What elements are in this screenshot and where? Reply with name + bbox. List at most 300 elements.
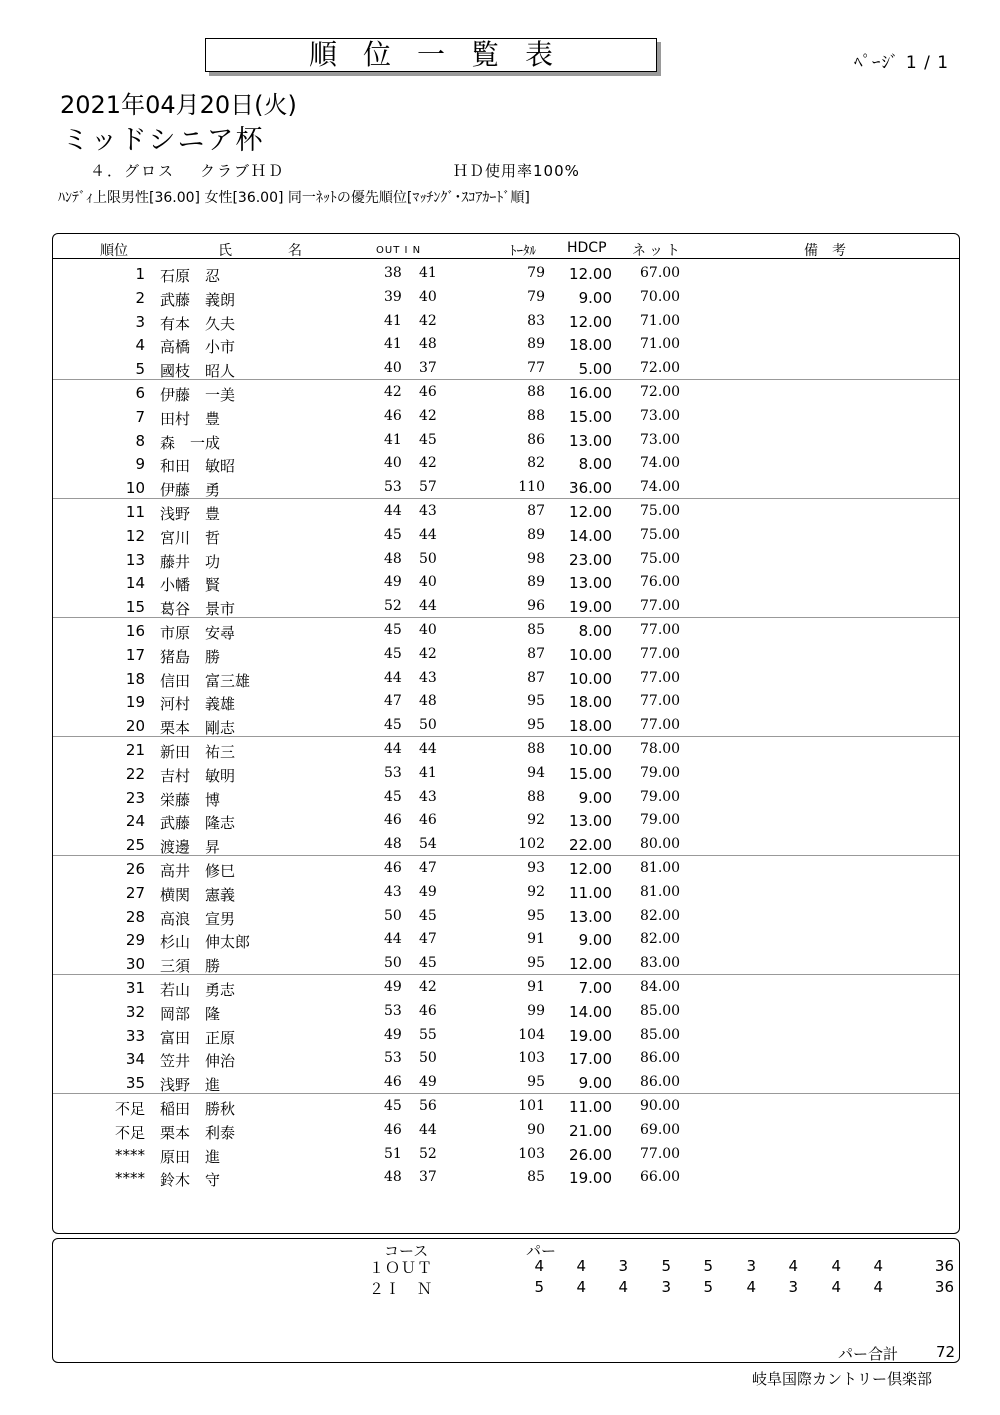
net-score-cell: 71.00 <box>640 336 681 353</box>
net-score-cell: 75.00 <box>640 550 681 567</box>
hdcp-cell: 18.00 <box>569 336 612 355</box>
out-score-cell: 41 <box>384 336 402 353</box>
table-row <box>0 1000 1000 1024</box>
net-score-cell: 77.00 <box>640 669 681 686</box>
net-score-cell: 73.00 <box>640 431 681 448</box>
course-label: コース <box>384 1242 429 1260</box>
name-cell: 宮川 哲 <box>160 528 221 547</box>
in-score-cell: 37 <box>419 360 437 377</box>
name-cell: 信田 富三雄 <box>160 671 251 690</box>
rank-cell: 25 <box>125 836 145 855</box>
rank-cell: 10 <box>125 479 145 498</box>
table-row <box>0 809 1000 833</box>
hole-par: 4 <box>618 1278 628 1296</box>
name-cell: 三須 勝 <box>160 957 221 976</box>
name-cell: 笠井 伸治 <box>160 1052 236 1071</box>
table-row <box>0 881 1000 905</box>
table-row <box>0 905 1000 929</box>
name-cell: 武藤 義朗 <box>160 290 236 309</box>
out-score-cell: 50 <box>384 955 402 972</box>
hole-par: 4 <box>873 1257 883 1275</box>
col-name-b: 名 <box>288 243 302 259</box>
total-score-cell: 95 <box>527 1074 545 1091</box>
course-name: ２Ｉ Ｎ <box>369 1280 434 1298</box>
out-score-cell: 46 <box>384 812 402 829</box>
name-cell: 横関 憲義 <box>160 885 236 904</box>
in-score-cell: 46 <box>419 384 437 400</box>
net-score-cell: 90.00 <box>640 1098 681 1114</box>
rank-cell: **** <box>115 1169 145 1188</box>
name-cell: 高浪 宣男 <box>160 909 236 928</box>
out-score-cell: 46 <box>384 407 402 424</box>
hdcp-cell: 13.00 <box>569 574 612 593</box>
name-cell: 栗本 剛志 <box>160 719 236 738</box>
hdcp-cell: 9.00 <box>578 931 612 950</box>
table-row <box>0 1071 1000 1095</box>
name-cell: 河村 義雄 <box>160 695 236 714</box>
name-cell: 栄藤 博 <box>160 790 221 809</box>
in-score-cell: 40 <box>419 622 437 638</box>
in-score-cell: 40 <box>419 288 437 305</box>
hdcp-cell: 13.00 <box>569 431 612 450</box>
out-score-cell: 47 <box>384 693 402 710</box>
net-score-cell: 81.00 <box>640 860 681 876</box>
name-cell: 岡部 隆 <box>160 1004 221 1023</box>
group-divider <box>53 736 959 737</box>
in-score-cell: 50 <box>419 550 437 567</box>
total-score-cell: 91 <box>527 931 545 948</box>
hdcp-cell: 22.00 <box>569 836 612 855</box>
table-row <box>0 1166 1000 1190</box>
in-score-cell: 48 <box>419 336 437 353</box>
table-row <box>0 619 1000 643</box>
net-score-cell: 85.00 <box>640 1026 681 1043</box>
net-score-cell: 75.00 <box>640 503 681 519</box>
table-row <box>0 1047 1000 1071</box>
table-row <box>0 595 1000 619</box>
total-score-cell: 88 <box>527 407 545 424</box>
total-score-cell: 85 <box>527 1169 545 1186</box>
rank-cell: 4 <box>135 336 145 355</box>
total-score-cell: 89 <box>527 526 545 543</box>
hole-par: 5 <box>661 1257 671 1275</box>
total-score-cell: 103 <box>518 1145 545 1162</box>
net-score-cell: 86.00 <box>640 1074 681 1091</box>
hdcp-cell: 11.00 <box>569 1098 612 1116</box>
rank-cell: 27 <box>125 883 145 902</box>
total-score-cell: 95 <box>527 907 545 924</box>
out-score-cell: 48 <box>384 550 402 567</box>
hdcp-cell: 15.00 <box>569 407 612 426</box>
out-score-cell: 45 <box>384 645 402 662</box>
out-score-cell: 45 <box>384 622 402 638</box>
hdcp-cell: 9.00 <box>578 288 612 307</box>
name-cell: 栗本 利泰 <box>160 1123 236 1142</box>
table-row <box>0 286 1000 310</box>
in-score-cell: 41 <box>419 764 437 781</box>
in-score-cell: 48 <box>419 693 437 710</box>
hdcp-cell: 18.00 <box>569 693 612 712</box>
total-score-cell: 88 <box>527 384 545 400</box>
hdcp-cell: 14.00 <box>569 526 612 545</box>
net-score-cell: 77.00 <box>640 1145 681 1162</box>
in-score-cell: 45 <box>419 431 437 448</box>
out-score-cell: 53 <box>384 1002 402 1019</box>
net-score-cell: 84.00 <box>640 979 681 995</box>
out-score-cell: 52 <box>384 598 402 615</box>
table-row <box>0 571 1000 595</box>
hdcp-cell: 10.00 <box>569 741 612 759</box>
net-score-cell: 70.00 <box>640 288 681 305</box>
hdcp-cell: 9.00 <box>578 1074 612 1093</box>
group-divider <box>53 379 959 380</box>
hole-par: 4 <box>873 1278 883 1296</box>
page-title: 順位一覧表 <box>205 38 657 72</box>
hole-par: 3 <box>746 1257 756 1275</box>
net-score-cell: 77.00 <box>640 622 681 638</box>
table-row <box>0 786 1000 810</box>
hdcp-cell: 23.00 <box>569 550 612 569</box>
out-score-cell: 43 <box>384 883 402 900</box>
table-row <box>0 1024 1000 1048</box>
in-score-cell: 41 <box>419 265 437 281</box>
in-score-cell: 40 <box>419 574 437 591</box>
hdcp-cell: 7.00 <box>578 979 612 997</box>
out-score-cell: 53 <box>384 479 402 496</box>
rank-cell: 5 <box>135 360 145 379</box>
name-cell: 富田 正原 <box>160 1028 236 1047</box>
net-score-cell: 77.00 <box>640 645 681 662</box>
name-cell: 吉村 敏明 <box>160 766 236 785</box>
hole-par: 5 <box>703 1278 713 1296</box>
net-score-cell: 73.00 <box>640 407 681 424</box>
hole-par: 4 <box>534 1257 544 1275</box>
rank-cell: 12 <box>125 526 145 545</box>
net-score-cell: 79.00 <box>640 764 681 781</box>
hole-par: 5 <box>534 1278 544 1296</box>
rank-cell: 32 <box>125 1002 145 1021</box>
rank-cell: 1 <box>135 265 145 283</box>
in-score-cell: 43 <box>419 788 437 805</box>
table-row <box>0 1095 1000 1119</box>
in-score-cell: 49 <box>419 883 437 900</box>
total-score-cell: 98 <box>527 550 545 567</box>
name-cell: 高井 修巳 <box>160 862 236 880</box>
in-score-cell: 49 <box>419 1074 437 1091</box>
table-row <box>0 667 1000 691</box>
total-score-cell: 87 <box>527 645 545 662</box>
in-score-cell: 43 <box>419 669 437 686</box>
total-score-cell: 96 <box>527 598 545 615</box>
hole-par: 4 <box>746 1278 756 1296</box>
table-row <box>0 928 1000 952</box>
out-score-cell: 49 <box>384 1026 402 1043</box>
col-name-a: 氏 <box>218 243 232 259</box>
total-score-cell: 88 <box>527 741 545 757</box>
in-score-cell: 42 <box>419 979 437 995</box>
table-row <box>0 333 1000 357</box>
net-score-cell: 77.00 <box>640 598 681 615</box>
par-label: パー <box>526 1242 557 1260</box>
rank-cell: 不足 <box>114 1123 145 1142</box>
hdcp-cell: 12.00 <box>569 860 612 878</box>
out-score-cell: 51 <box>384 1145 402 1162</box>
rank-cell: 23 <box>125 788 145 807</box>
name-cell: 小幡 賢 <box>160 576 221 595</box>
hdcp-cell: 8.00 <box>578 455 612 474</box>
name-cell: 藤井 功 <box>160 552 221 571</box>
out-score-cell: 41 <box>384 431 402 448</box>
net-score-cell: 85.00 <box>640 1002 681 1019</box>
rank-cell: 31 <box>125 979 145 997</box>
in-score-cell: 46 <box>419 812 437 829</box>
in-score-cell: 42 <box>419 407 437 424</box>
name-cell: 葛谷 景市 <box>160 600 236 619</box>
total-score-cell: 79 <box>527 265 545 281</box>
out-score-cell: 44 <box>384 503 402 519</box>
name-cell: 高橋 小市 <box>160 338 236 357</box>
table-row <box>0 500 1000 524</box>
total-score-cell: 88 <box>527 788 545 805</box>
net-score-cell: 75.00 <box>640 526 681 543</box>
header-divider <box>53 258 959 259</box>
table-row <box>0 643 1000 667</box>
table-row <box>0 762 1000 786</box>
hole-par: 3 <box>618 1257 628 1275</box>
hdcp-cell: 10.00 <box>569 645 612 664</box>
rank-cell: 21 <box>125 741 145 759</box>
table-row <box>0 952 1000 976</box>
in-score-cell: 50 <box>419 717 437 734</box>
net-score-cell: 79.00 <box>640 788 681 805</box>
in-score-cell: 54 <box>419 836 437 853</box>
table-row <box>0 833 1000 857</box>
total-score-cell: 82 <box>527 455 545 472</box>
course-par-total: 36 <box>934 1257 954 1275</box>
in-score-cell: 42 <box>419 455 437 472</box>
table-row <box>0 714 1000 738</box>
in-score-cell: 43 <box>419 503 437 519</box>
net-score-cell: 80.00 <box>640 836 681 853</box>
hdcp-cell: 5.00 <box>578 360 612 379</box>
hdcp-cell: 19.00 <box>569 1169 612 1188</box>
out-score-cell: 49 <box>384 574 402 591</box>
hdcp-cell: 19.00 <box>569 598 612 617</box>
total-score-cell: 83 <box>527 312 545 329</box>
rank-cell: 13 <box>125 550 145 569</box>
rank-cell: 28 <box>125 907 145 926</box>
in-score-cell: 45 <box>419 907 437 924</box>
total-score-cell: 110 <box>518 479 545 496</box>
in-score-cell: 37 <box>419 1169 437 1186</box>
name-cell: 國枝 昭人 <box>160 362 236 381</box>
total-score-cell: 101 <box>518 1098 545 1114</box>
out-score-cell: 45 <box>384 717 402 734</box>
total-score-cell: 92 <box>527 812 545 829</box>
table-row <box>0 1143 1000 1167</box>
table-row <box>0 857 1000 881</box>
total-score-cell: 87 <box>527 503 545 519</box>
group-divider <box>53 855 959 856</box>
name-cell: 猪島 勝 <box>160 647 221 666</box>
event-date: 2021年04月20日(火) <box>60 91 297 119</box>
col-remarks: 備 考 <box>804 243 846 259</box>
net-score-cell: 86.00 <box>640 1050 681 1067</box>
rank-cell: 33 <box>125 1026 145 1045</box>
out-score-cell: 45 <box>384 1098 402 1114</box>
rank-cell: 30 <box>125 955 145 974</box>
total-score-cell: 95 <box>527 693 545 710</box>
hole-par: 4 <box>788 1257 798 1275</box>
rank-cell: 35 <box>125 1074 145 1093</box>
total-score-cell: 92 <box>527 883 545 900</box>
rank-cell: 2 <box>135 288 145 307</box>
hole-par: 3 <box>661 1278 671 1296</box>
group-divider <box>53 617 959 618</box>
col-total: ﾄｰﾀﾙ <box>510 244 536 259</box>
net-score-cell: 83.00 <box>640 955 681 972</box>
table-row <box>0 429 1000 453</box>
out-score-cell: 40 <box>384 455 402 472</box>
net-score-cell: 67.00 <box>640 265 681 281</box>
table-row <box>0 524 1000 548</box>
hdcp-cell: 15.00 <box>569 764 612 783</box>
out-score-cell: 50 <box>384 907 402 924</box>
hdcp-cell: 9.00 <box>578 788 612 807</box>
total-score-cell: 91 <box>527 979 545 995</box>
net-score-cell: 66.00 <box>640 1169 681 1186</box>
group-divider <box>53 974 959 975</box>
hdcp-cell: 18.00 <box>569 717 612 736</box>
out-score-cell: 46 <box>384 1121 402 1138</box>
out-score-cell: 46 <box>384 1074 402 1091</box>
table-row <box>0 310 1000 334</box>
net-score-cell: 82.00 <box>640 931 681 948</box>
name-cell: 森 一成 <box>160 433 221 452</box>
total-score-cell: 95 <box>527 955 545 972</box>
col-rank: 順位 <box>100 243 128 259</box>
rank-cell: 34 <box>125 1050 145 1069</box>
table-row <box>0 738 1000 762</box>
total-score-cell: 77 <box>527 360 545 377</box>
in-score-cell: 57 <box>419 479 437 496</box>
name-cell: 伊藤 一美 <box>160 386 236 404</box>
out-score-cell: 44 <box>384 741 402 757</box>
total-score-cell: 93 <box>527 860 545 876</box>
hdcp-cell: 10.00 <box>569 669 612 688</box>
net-score-cell: 77.00 <box>640 693 681 710</box>
name-cell: 市原 安尋 <box>160 624 236 642</box>
group-divider <box>53 498 959 499</box>
handicap-class: クラブＨＤ <box>200 162 286 180</box>
net-score-cell: 82.00 <box>640 907 681 924</box>
name-cell: 渡邊 昇 <box>160 838 221 857</box>
in-score-cell: 44 <box>419 1121 437 1138</box>
rank-cell: 11 <box>125 503 145 521</box>
course-name: １ＯＵＴ <box>369 1259 434 1277</box>
total-score-cell: 86 <box>527 431 545 448</box>
name-cell: 浅野 豊 <box>160 505 221 523</box>
club-name: 岐阜国際カントリー倶楽部 <box>752 1370 933 1388</box>
rank-cell: 26 <box>125 860 145 878</box>
total-score-cell: 104 <box>518 1026 545 1043</box>
name-cell: 杉山 伸太郎 <box>160 933 251 952</box>
table-row <box>0 476 1000 500</box>
out-score-cell: 53 <box>384 764 402 781</box>
table-row <box>0 690 1000 714</box>
table-row <box>0 381 1000 405</box>
in-score-cell: 44 <box>419 598 437 615</box>
hole-par: 4 <box>831 1278 841 1296</box>
hdcp-cell: 13.00 <box>569 812 612 831</box>
rank-cell: 6 <box>135 384 145 402</box>
out-score-cell: 45 <box>384 788 402 805</box>
table-row <box>0 262 1000 286</box>
out-score-cell: 44 <box>384 931 402 948</box>
name-cell: 有本 久夫 <box>160 314 236 333</box>
total-score-cell: 89 <box>527 336 545 353</box>
total-score-cell: 102 <box>518 836 545 853</box>
net-score-cell: 78.00 <box>640 741 681 757</box>
total-score-cell: 79 <box>527 288 545 305</box>
hdcp-cell: 12.00 <box>569 312 612 331</box>
net-score-cell: 76.00 <box>640 574 681 591</box>
net-score-cell: 72.00 <box>640 384 681 400</box>
total-score-cell: 103 <box>518 1050 545 1067</box>
rank-cell: 20 <box>125 717 145 736</box>
score-category: ４．グロス <box>90 162 176 180</box>
out-score-cell: 45 <box>384 526 402 543</box>
page-number: ﾍﾟｰｼﾞ 1 / 1 <box>854 53 950 73</box>
hdcp-cell: 17.00 <box>569 1050 612 1069</box>
out-score-cell: 48 <box>384 1169 402 1186</box>
net-score-cell: 77.00 <box>640 717 681 734</box>
name-cell: 田村 豊 <box>160 409 221 428</box>
rank-cell: **** <box>115 1145 145 1164</box>
table-row <box>0 357 1000 381</box>
in-score-cell: 56 <box>419 1098 437 1114</box>
hdcp-cell: 36.00 <box>569 479 612 498</box>
hdcp-cell: 8.00 <box>578 622 612 640</box>
net-score-cell: 72.00 <box>640 360 681 377</box>
out-score-cell: 48 <box>384 836 402 853</box>
hdcp-cell: 11.00 <box>569 883 612 902</box>
name-cell: 鈴木 守 <box>160 1171 221 1190</box>
hdcp-cell: 12.00 <box>569 955 612 974</box>
handicap-note: ﾊﾝﾃﾞｨ上限男性[36.00] 女性[36.00] 同一ﾈｯﾄの優先順位[ﾏｯﾁﾝｸﾞ･ｽｺｱｶｰﾄﾞ順] <box>58 190 530 206</box>
hdcp-cell: 16.00 <box>569 384 612 402</box>
net-score-cell: 71.00 <box>640 312 681 329</box>
name-cell: 原田 進 <box>160 1147 221 1166</box>
hole-par: 4 <box>576 1278 586 1296</box>
in-score-cell: 50 <box>419 1050 437 1067</box>
out-score-cell: 49 <box>384 979 402 995</box>
total-score-cell: 85 <box>527 622 545 638</box>
name-cell: 石原 忍 <box>160 267 221 285</box>
hole-par: 4 <box>831 1257 841 1275</box>
in-score-cell: 42 <box>419 645 437 662</box>
hole-par: 3 <box>788 1278 798 1296</box>
total-score-cell: 87 <box>527 669 545 686</box>
hdcp-cell: 12.00 <box>569 265 612 283</box>
name-cell: 伊藤 勇 <box>160 481 221 500</box>
hdcp-cell: 14.00 <box>569 1002 612 1021</box>
hdcp-cell: 19.00 <box>569 1026 612 1045</box>
hdcp-cell: 21.00 <box>569 1121 612 1140</box>
hole-par: 5 <box>703 1257 713 1275</box>
col-net: ネット <box>632 243 683 259</box>
in-score-cell: 52 <box>419 1145 437 1162</box>
